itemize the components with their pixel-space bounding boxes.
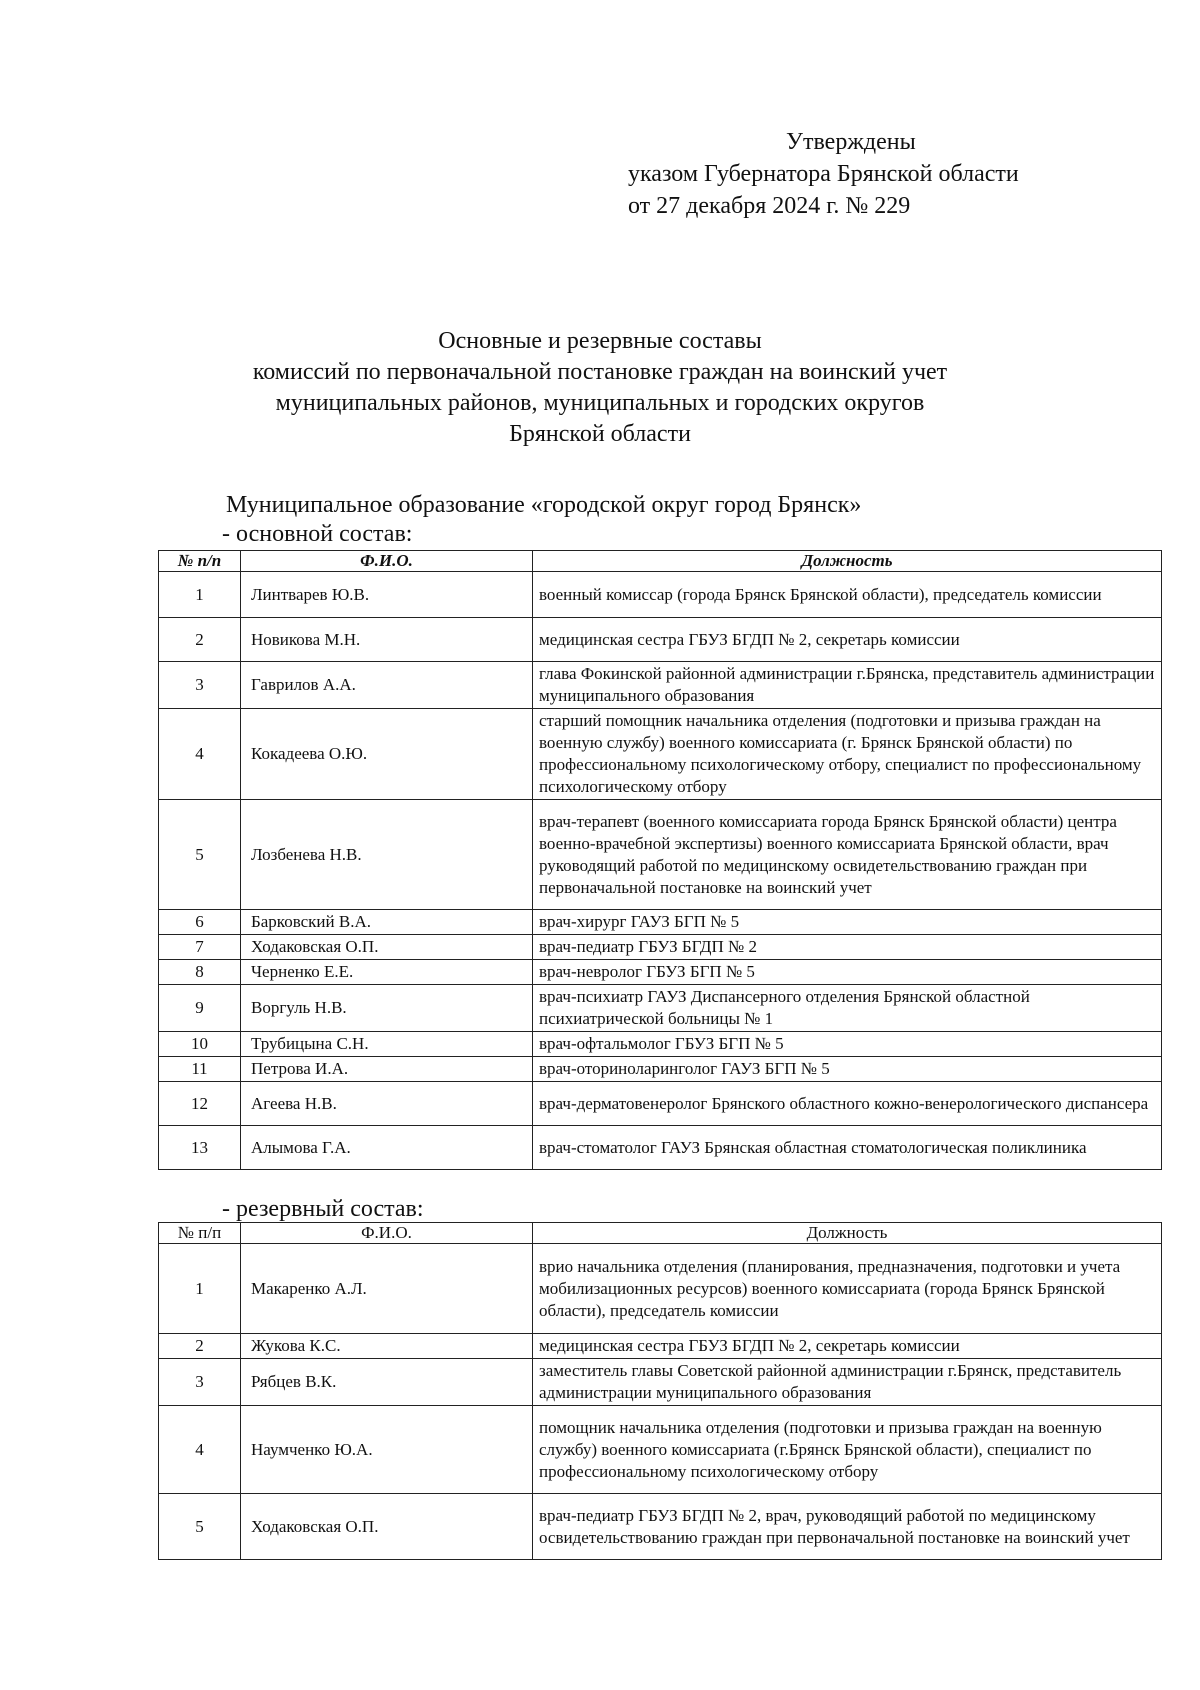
table-header-row [159,551,1162,572]
header-position: Должность [533,1223,1162,1244]
row-number: 4 [159,709,241,800]
row-number: 1 [159,1244,241,1334]
row-position: врач-терапевт (военного комиссариата города Брянск Брянской области) центра военно-врачебной экспертизы) военного комиссариата Брянской области, врач руководящий работой по медицинскому освидетельствованию граждан при первоначальной постановке на воинский учет [533,800,1162,910]
row-position: врач-невролог ГБУЗ БГП № 5 [533,960,1162,985]
reserve-staff-table [158,1222,1162,1560]
row-position: глава Фокинской районной администрации г.Брянска, представитель администрации муниципального образования [533,662,1162,709]
row-number: 5 [159,800,241,910]
table-row [159,1126,1162,1170]
row-name: Ходаковская О.П. [241,935,533,960]
row-position: врач-оториноларинголог ГАУЗ БГП № 5 [533,1057,1162,1082]
row-number: 9 [159,985,241,1032]
approval-line-2: указом Губернатора Брянской области [628,161,1019,187]
table-row [159,1057,1162,1082]
row-number: 2 [159,1334,241,1359]
row-name: Ходаковская О.П. [241,1494,533,1560]
approval-line-1: Утверждены [786,129,916,155]
header-name: Ф.И.О. [241,1223,533,1244]
row-position: медицинская сестра ГБУЗ БГДП № 2, секретарь комиссии [533,618,1162,662]
row-name: Макаренко А.Л. [241,1244,533,1334]
table-row [159,709,1162,800]
main-staff-table [158,550,1162,1170]
row-number: 2 [159,618,241,662]
row-name: Черненко Е.Е. [241,960,533,985]
table-row [159,1334,1162,1359]
document-title [150,326,1050,450]
table-row [159,800,1162,910]
row-name: Линтварев Ю.В. [241,572,533,618]
row-number: 11 [159,1057,241,1082]
title-line-1: Основные и резервные составы [438,328,762,354]
row-position: врач-дерматовенеролог Брянского областного кожно-венерологического диспансера [533,1082,1162,1126]
row-position: старший помощник начальника отделения (подготовки и призыва граждан на военную службу) военного комиссариата (г. Брянск Брянской области) по профессиональному психологическому отбору, специалист по профессиональному психологическому отбору [533,709,1162,800]
row-number: 13 [159,1126,241,1170]
row-position: военный комиссар (города Брянск Брянской области), председатель комиссии [533,572,1162,618]
row-name: Жукова К.С. [241,1334,533,1359]
row-number: 12 [159,1082,241,1126]
approval-line-3: от 27 декабря 2024 г. № 229 [628,193,911,219]
header-position: Должность [533,551,1162,572]
row-position: медицинская сестра ГБУЗ БГДП № 2, секретарь комиссии [533,1334,1162,1359]
row-name: Рябцев В.К. [241,1359,533,1406]
row-name: Гаврилов А.А. [241,662,533,709]
table-row [159,1032,1162,1057]
row-number: 1 [159,572,241,618]
table-row [159,618,1162,662]
row-position: врач-педиатр ГБУЗ БГДП № 2, врач, руководящий работой по медицинскому освидетельствованию граждан при первоначальной постановке на воинский учет [533,1494,1162,1560]
header-num: № п/п [159,551,241,572]
table-row [159,985,1162,1032]
row-name: Петрова И.А. [241,1057,533,1082]
title-line-4: Брянской области [509,421,691,447]
row-position: помощник начальника отделения (подготовки и призыва граждан на военную службу) военного комиссариата (г.Брянск Брянской области), специалист по профессиональному психологическому отбору [533,1406,1162,1494]
title-line-3: муниципальных районов, муниципальных и городских округов [275,390,925,416]
reserve-section-heading: - резервный состав: [222,1196,424,1222]
table-row [159,1359,1162,1406]
row-name: Новикова М.Н. [241,618,533,662]
row-position: заместитель главы Советской районной администрации г.Брянск, представитель администрации муниципального образования [533,1359,1162,1406]
table-row [159,1082,1162,1126]
row-number: 6 [159,910,241,935]
row-position: врио начальника отделения (планирования, предназначения, подготовки и учета мобилизационных ресурсов) военного комиссариата (города Брянск Брянской области), председатель комиссии [533,1244,1162,1334]
table-row [159,572,1162,618]
table-header-row [159,1223,1162,1244]
table-row [159,1494,1162,1560]
row-name: Трубицына С.Н. [241,1032,533,1057]
municipality-heading: Муниципальное образование «городской округ город Брянск» [226,492,862,518]
table-row [159,662,1162,709]
row-name: Барковский В.А. [241,910,533,935]
row-name: Лозбенева Н.В. [241,800,533,910]
row-number: 3 [159,662,241,709]
main-section-heading: - основной состав: [222,521,413,547]
header-num: № п/п [159,1223,241,1244]
row-name: Алымова Г.А. [241,1126,533,1170]
row-number: 5 [159,1494,241,1560]
header-name: Ф.И.О. [241,551,533,572]
row-number: 7 [159,935,241,960]
row-name: Воргуль Н.В. [241,985,533,1032]
table-row [159,960,1162,985]
table-row [159,1244,1162,1334]
approval-block [628,126,1148,222]
row-number: 8 [159,960,241,985]
title-line-2: комиссий по первоначальной постановке граждан на воинский учет [252,359,948,385]
row-position: врач-психиатр ГАУЗ Диспансерного отделения Брянской областной психиатрической больницы № 1 [533,985,1162,1032]
row-name: Агеева Н.В. [241,1082,533,1126]
row-position: врач-хирург ГАУЗ БГП № 5 [533,910,1162,935]
row-position: врач-педиатр ГБУЗ БГДП № 2 [533,935,1162,960]
table-row [159,935,1162,960]
row-number: 3 [159,1359,241,1406]
row-number: 10 [159,1032,241,1057]
row-name: Кокадеева О.Ю. [241,709,533,800]
table-row [159,1406,1162,1494]
row-number: 4 [159,1406,241,1494]
row-position: врач-офтальмолог ГБУЗ БГП № 5 [533,1032,1162,1057]
row-position: врач-стоматолог ГАУЗ Брянская областная стоматологическая поликлиника [533,1126,1162,1170]
table-row [159,910,1162,935]
row-name: Наумченко Ю.А. [241,1406,533,1494]
